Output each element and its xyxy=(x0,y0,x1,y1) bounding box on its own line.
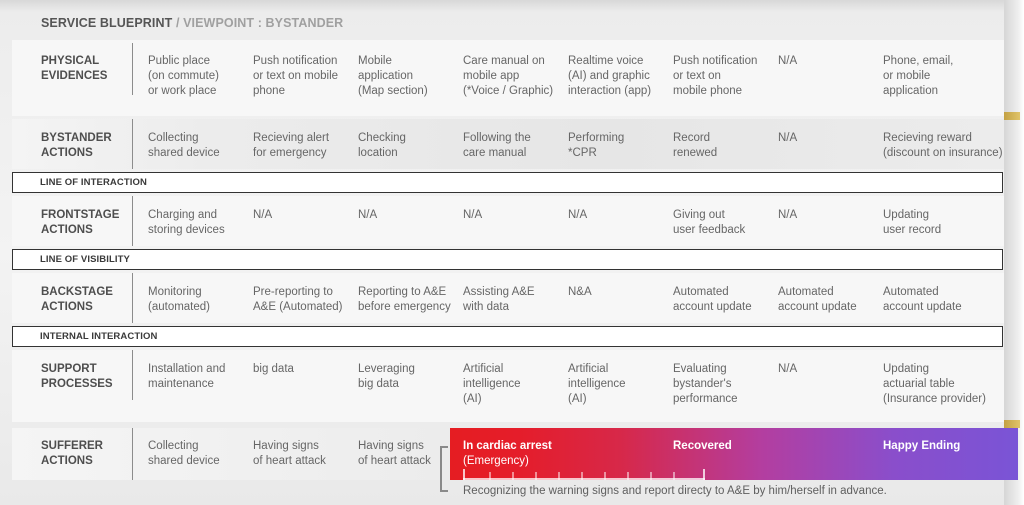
cell: N/A xyxy=(358,209,378,221)
internal-interaction-label: INTERNAL INTERACTION xyxy=(40,331,158,342)
cell: Having signs of heart attack xyxy=(253,440,326,467)
cell: Reporting to A&E before emergency xyxy=(358,286,451,313)
cell: Artificial intelligence (AI) xyxy=(568,363,626,405)
warning-signs-note: Recognizing the warning signs and report directy to A&E by him/herself in advance. xyxy=(463,485,887,497)
cell: Updating actuarial table (Insurance provider) xyxy=(883,363,986,405)
cell: N&A xyxy=(568,286,592,298)
cell: N/A xyxy=(778,55,798,67)
cell: Care manual on mobile app (*Voice / Graphic) xyxy=(463,55,554,97)
row-divider xyxy=(132,428,133,480)
row-divider xyxy=(132,43,133,95)
line-of-interaction-label: LINE OF INTERACTION xyxy=(40,177,147,188)
timeline-ticks xyxy=(450,428,720,480)
row-divider xyxy=(132,196,133,246)
bracket-line xyxy=(441,447,448,491)
cell: Record renewed xyxy=(673,132,718,159)
internal-interaction-line xyxy=(12,326,1003,347)
stage-cardiac-arrest: In cardiac arrest xyxy=(463,440,552,452)
cell: Phone, email, or mobile application xyxy=(883,55,954,97)
stage-emergency-note: (Emergency) xyxy=(463,455,529,467)
cell: Automated account update xyxy=(673,286,752,313)
line-of-visibility xyxy=(12,249,1003,270)
viewpoint-label: VIEWPOINT : BYSTANDER xyxy=(183,16,344,30)
cell: N/A xyxy=(778,132,798,144)
cell: Installation and maintenance xyxy=(148,363,226,390)
title-separator: / xyxy=(175,16,180,30)
cell: Performing *CPR xyxy=(568,132,625,159)
line-of-interaction xyxy=(12,172,1003,193)
cell: Collecting shared device xyxy=(148,132,220,159)
cell: Updating user record xyxy=(883,209,942,236)
row-label-support-processes: SUPPORT PROCESSES xyxy=(41,363,113,390)
gold-tab xyxy=(1004,420,1020,428)
cell: Checking location xyxy=(358,132,406,159)
cell: N/A xyxy=(568,209,588,221)
cell: Charging and storing devices xyxy=(148,209,225,236)
cell: Automated account update xyxy=(778,286,857,313)
gold-tab xyxy=(1004,112,1020,120)
top-shadow xyxy=(0,0,1024,12)
row-label-bystander-actions: BYSTANDER ACTIONS xyxy=(41,132,112,159)
row-label-physical-evidences: PHYSICAL EVIDENCES xyxy=(41,55,108,82)
stage-recovered: Recovered xyxy=(673,440,732,452)
cell: Evaluating bystander's performance xyxy=(673,363,738,405)
cell: Realtime voice (AI) and graphic interaction (app) xyxy=(568,55,652,97)
cell: N/A xyxy=(463,209,483,221)
row-label-frontstage-actions: FRONTSTAGE ACTIONS xyxy=(41,209,120,236)
cell: Push notification or text on mobile phone xyxy=(253,55,339,97)
row-label-sufferer-actions: SUFFERER ACTIONS xyxy=(41,440,103,467)
cell: Monitoring (automated) xyxy=(148,286,211,313)
cell: Artificial intelligence (AI) xyxy=(463,363,521,405)
cell: Having signs of heart attack xyxy=(358,440,431,467)
cell: Pre-reporting to A&E (Automated) xyxy=(253,286,343,313)
cell: Assisting A&E with data xyxy=(463,286,535,313)
cell: Automated account update xyxy=(883,286,962,313)
row-divider xyxy=(132,273,133,323)
row-divider xyxy=(132,350,133,400)
cell: Collecting shared device xyxy=(148,440,220,467)
line-of-visibility-label: LINE OF VISIBILITY xyxy=(40,254,130,265)
cell: Leveraging big data xyxy=(358,363,415,390)
cell: Mobile application (Map section) xyxy=(358,55,428,97)
cell: Push notification or text on mobile phone xyxy=(673,55,758,97)
cell: N/A xyxy=(778,209,798,221)
cell: big data xyxy=(253,363,294,375)
cell: Public place (on commute) or work place xyxy=(148,55,219,97)
cell: N/A xyxy=(253,209,273,221)
note-bracket xyxy=(436,446,456,494)
stage-happy-ending: Happy Ending xyxy=(883,440,961,452)
cell: Giving out user feedback xyxy=(673,209,746,236)
row-divider xyxy=(132,119,133,169)
blueprint-header xyxy=(41,16,343,30)
blueprint-title: SERVICE BLUEPRINT xyxy=(41,16,173,30)
cell: Recieving reward (discount on insurance) xyxy=(883,132,1003,159)
cell: N/A xyxy=(778,363,798,375)
cell: Following the care manual xyxy=(463,132,531,159)
row-label-backstage-actions: BACKSTAGE ACTIONS xyxy=(41,286,113,313)
cell: Recieving alert for emergency xyxy=(253,132,330,159)
